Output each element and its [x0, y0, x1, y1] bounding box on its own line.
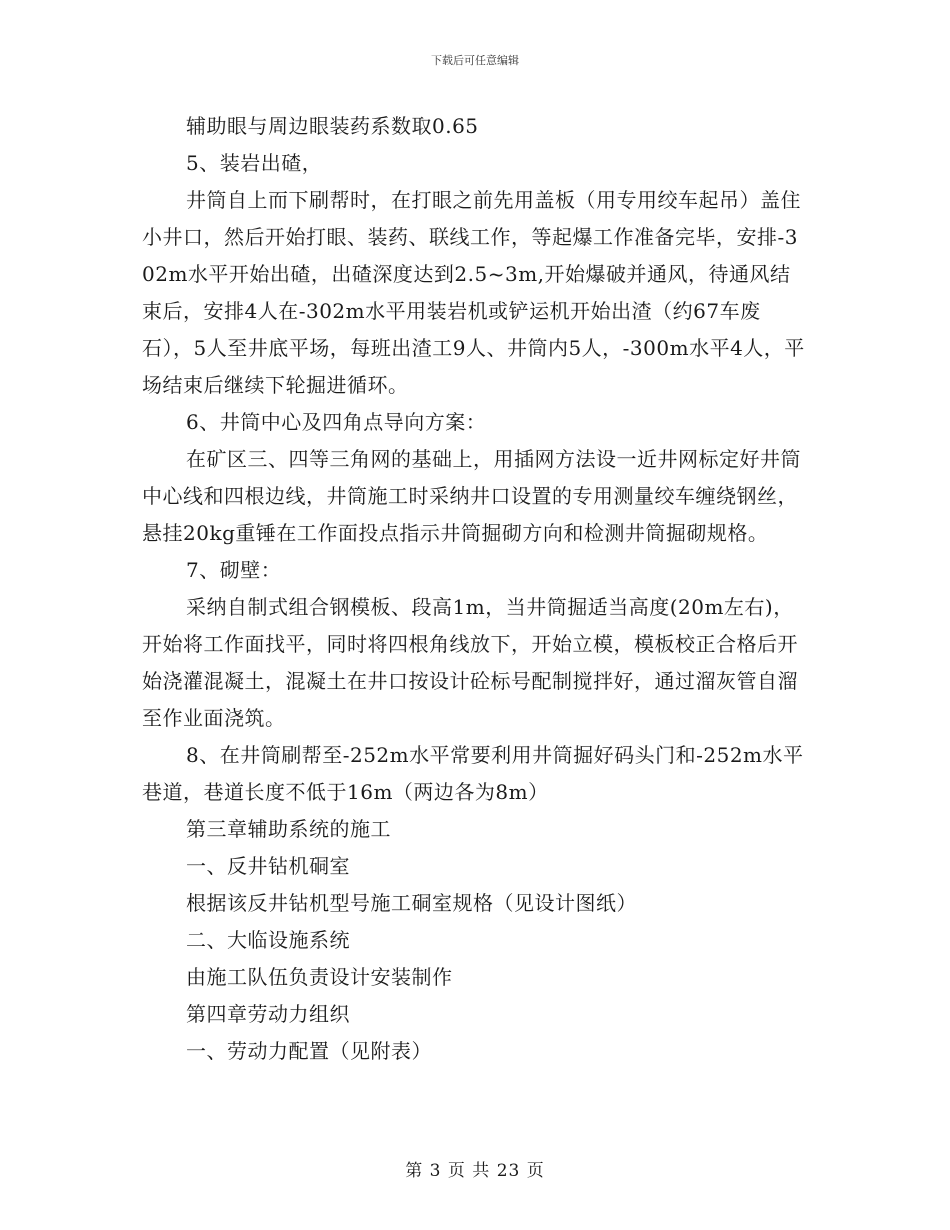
paragraph-walling: 采纳自制式组合钢模板、段高1m，当井筒掘适当高度(20m左右)，开始将工作面找平，同时将四根角线放下，开始立模，模板校正合格后开始浇灌混凝土，混凝土在井口按设计砼标号配制搅拌好，通过溜灰管自溜至作业面浇筑。 [142, 595, 798, 730]
document-body [142, 108, 810, 1070]
paragraph-mucking-process: 井筒自上而下刷帮时，在打眼之前先用盖板（用专用绞车起吊）盖住小井口，然后开始打眼、装药、联线工作，等起爆工作准备完毕，安排-302m水平开始出碴，出碴深度达到2.5~3m,开始爆破并通风，待通风结束后，安排4人在-302m水平用装岩机或铲运机开始出渣（约67车废石），5人至井底平场，每班出渣工9人、井筒内5人，-300m水平4人，平场结束后继续下轮掘进循环。 [142, 188, 805, 397]
paragraph-shaft-guidance: 在矿区三、四等三角网的基础上，用插网方法设一近井网标定好井筒中心线和四根边线，井筒施工时采纳井口设置的专用测量绞车缠绕钢丝，悬挂20kg重锤在工作面投点指示井筒掘砌方向和检测井筒掘砌规格。 [142, 447, 801, 545]
section-heading-raise-bore-chamber: 一、反井钻机硐室 [186, 854, 350, 878]
page-header: 下载后可任意编辑 [431, 54, 519, 67]
section-heading-labor-allocation: 一、劳动力配置（见附表） [186, 1039, 432, 1063]
heading-shaft-guidance: 6、井筒中心及四角点导向方案： [186, 410, 487, 434]
paragraph-chamber-spec: 根据该反井钻机型号施工硐室规格（见设计图纸） [186, 891, 637, 915]
paragraph-facilities: 由施工队伍负责设计安装制作 [186, 965, 453, 989]
heading-walling: 7、砌壁： [186, 558, 282, 582]
heading-loading-mucking: 5、装岩出碴， [186, 151, 323, 175]
page-number-footer: 第 3 页 共 23 页 [405, 1161, 545, 1181]
chapter-heading-labor: 第四章劳动力组织 [186, 1002, 350, 1026]
chapter-heading-auxiliary: 第三章辅助系统的施工 [186, 817, 391, 841]
section-heading-temporary-facilities: 二、大临设施系统 [186, 928, 350, 952]
paragraph-charge-coefficient: 辅助眼与周边眼装药系数取0.65 [186, 114, 479, 138]
paragraph-roadway: 8、在井筒刷帮至-252m水平常要利用井筒掘好码头门和-252m水平巷道，巷道长度不低于16m（两边各为8m） [142, 743, 804, 804]
